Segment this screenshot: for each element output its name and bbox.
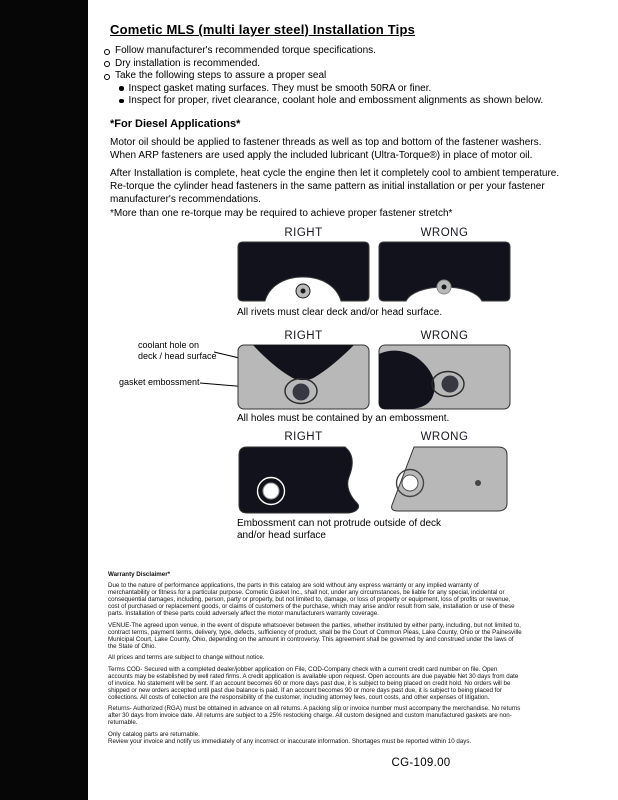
callout-coolant-hole: coolant hole on deck / head surface <box>138 340 217 361</box>
caption-row3: Embossment can not protrude outside of deck and/or head surface <box>237 518 442 541</box>
tips-list <box>104 45 574 108</box>
right-label-row1: RIGHT <box>284 227 323 239</box>
wrong-label-row1: WRONG <box>420 227 469 239</box>
circle-bullet-icon <box>104 74 110 80</box>
disclaimer-paragraph: Returns- Authorized (RGA) must be obtained in advance on all returns. A packing slip or invoice number must accompany the merchandise. No returns after 30 days from invoice date. All returns are subject to a 25% restocking charge. All custom designed and custom manufactured gaskets are non-returnable. <box>108 705 521 726</box>
warranty-disclaimer-heading: Warranty Disclaimer* <box>108 571 171 578</box>
wrong-label-row3: WRONG <box>420 431 469 443</box>
list-item-text: Take the following steps to assure a proper seal <box>115 70 327 81</box>
circle-bullet-icon <box>104 49 110 55</box>
retorque-note: *More than one re-torque may be required to achieve proper fastener stretch* <box>110 208 453 219</box>
list-item-text: Dry installation is recommended. <box>115 57 261 69</box>
page-number: CG-109.00 <box>391 757 451 769</box>
disclaimer-paragraph: Only catalog parts are returnable. <box>108 730 200 738</box>
warranty-disclaimer <box>108 571 522 749</box>
disclaimer-paragraph: Terms COD- Secured with a completed dealer/jobber application on File, COD-Company check with a current credit card number on file. Open accounts may be established by well rated firms. A credit application is available upon request. Open accounts are due payable Net 30 days from date of invoice. No statement will be sent. If an account becomes 60 or more days past due, it is subject to being placed on credit hold. No orders will be shipped or new orders accepted until past due balance is paid. If an account becomes 90 or more days past due, it is subject to being placed for collections. All costs of collection are the responsibility of the customer, including attorney fees, court costs, and other expenses of litigation. <box>108 665 519 701</box>
disclaimer-paragraph: All prices and terms are subject to change without notice. <box>108 654 265 661</box>
list-item <box>119 83 574 96</box>
diesel-applications-heading: *For Diesel Applications* <box>110 118 241 130</box>
disclaimer-paragraph: Review your invoice and notify us immediately of any incorrect or inaccurate information. Shortages must be reported within 10 days. <box>108 737 472 745</box>
list-item-text: Inspect gasket mating surfaces. They must be smooth 50RA or finer. <box>128 82 432 94</box>
list-item-text: Inspect for proper, rivet clearance, coolant hole and embossment alignments as shown below. <box>128 95 544 106</box>
dot-bullet-icon <box>119 86 124 91</box>
circle-bullet-icon <box>104 61 110 67</box>
diagram-row3-wrong <box>378 445 511 515</box>
list-item-text: Follow manufacturer's recommended torque specifications. <box>115 45 376 56</box>
right-label-row2: RIGHT <box>284 330 323 342</box>
diesel-paragraph-2: After Installation is complete, heat cycle the engine then let it completely cool to ambient temperature. Re-torque the cylinder head fasteners in the same pattern as initial installation or per your fastener manufacturer's recommendations. <box>110 168 560 205</box>
binding-bar <box>0 0 88 800</box>
wrong-label-row2: WRONG <box>420 330 469 342</box>
disclaimer-paragraph: VENUE-The agreed upon venue, in the event of dispute whatsoever between the parties, whether instituted by either party, including, but not limited to, contract terms, payment terms, delivery, type, defects, sufficiency of product, shall be the Court of Common Pleas, Lake County, Ohio or the Painesville Municipal Court, Lake County, Ohio, depending on the amount in controversy. This agreement shall be governed by and construed under the laws of the State of Ohio. <box>108 621 522 650</box>
diagram-row1-wrong <box>378 241 511 303</box>
disclaimer-paragraph: Due to the nature of performance applications, the parts in this catalog are sold without any express warranty or any implied warranty of merchantability or fitness for a particular purpose. Cometic Gasket Inc., shall not, under any circumstances, be liable for any special, incidental or consequential damages, including, person, party or property, but not limited to, damage, or loss of property or equipment, loss of profits or revenue, cost of purchased or replacement goods, or claims of customers of the purchase, which may arise and/or result from sale, installation or use of these parts. Installation of these parts could adversely affect the motor manufacturers warranty coverage. <box>108 582 515 617</box>
diagram-row3-right <box>237 445 370 515</box>
callout-gasket-embossment: gasket embossment <box>119 377 200 387</box>
list-item <box>119 95 574 108</box>
list-item <box>104 45 574 58</box>
dot-bullet-icon <box>119 99 124 104</box>
right-label-row3: RIGHT <box>284 431 323 443</box>
caption-row2: All holes must be contained by an embossment. <box>237 413 450 424</box>
diesel-paragraph-1: Motor oil should be applied to fastener threads as well as top and bottom of the fastener washers. When ARP fasteners are used apply the included lubricant (Ultra-Torque®) in place of motor oil. <box>110 137 542 161</box>
page-title: Cometic MLS (multi layer steel) Installation Tips <box>110 22 416 37</box>
caption-row1: All rivets must clear deck and/or head surface. <box>237 307 443 318</box>
diagram-row2-wrong <box>378 344 511 410</box>
list-item <box>104 58 574 71</box>
diagram-row2-right <box>237 344 370 410</box>
list-item <box>104 70 574 83</box>
diagram-row1-right <box>237 241 370 303</box>
